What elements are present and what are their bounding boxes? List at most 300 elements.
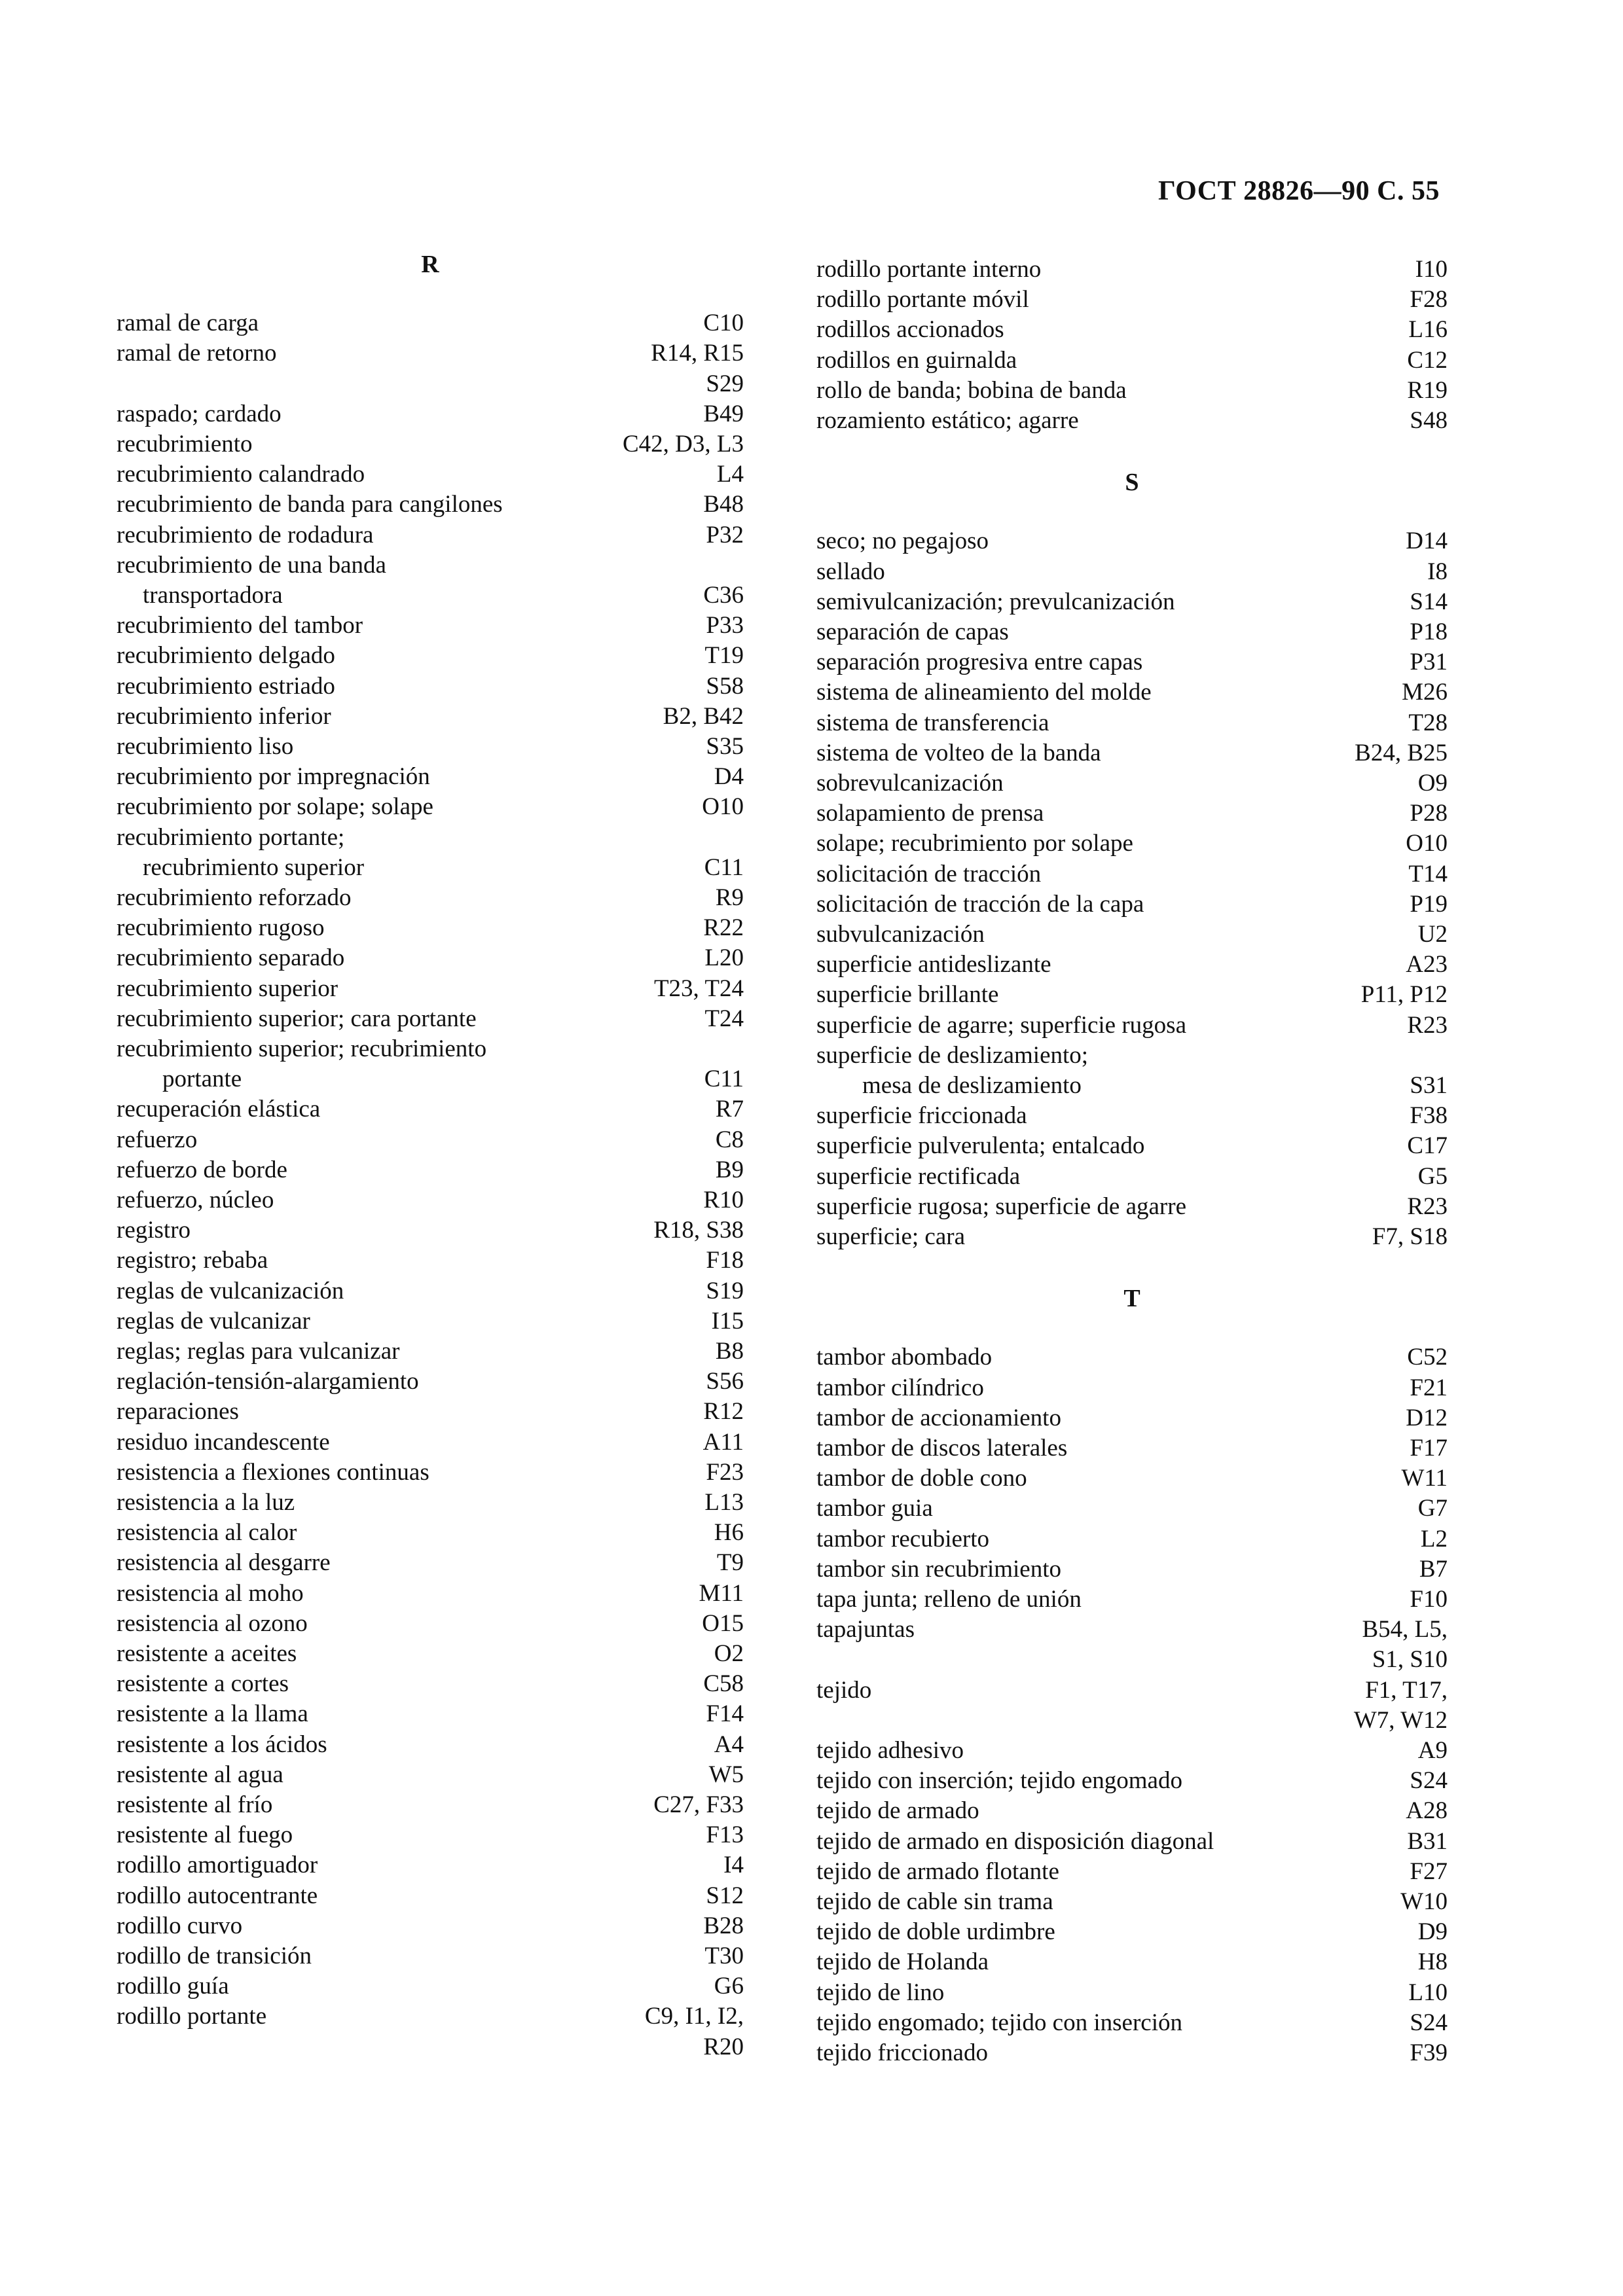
- entry-term: reglación-tensión-alargamiento: [117, 1368, 419, 1395]
- entry-term: semivulcanización; prevulcanización: [816, 588, 1175, 615]
- entry-term: raspado; cardado: [117, 400, 282, 427]
- entry-reference: P31: [1410, 649, 1448, 676]
- entry-reference: L20: [704, 944, 744, 972]
- entry-reference: T19: [704, 642, 744, 670]
- entry-term: tejido de cable sin trama: [816, 1888, 1053, 1915]
- entry-reference: D4: [714, 763, 744, 791]
- index-entry: [117, 1155, 744, 1185]
- entry-term: rodillo portante interno: [816, 256, 1042, 283]
- index-entry: [117, 1881, 744, 1911]
- entry-term: resistencia al ozono: [117, 1609, 308, 1637]
- entry-term: superficie; cara: [816, 1223, 965, 1250]
- entry-term: resistencia a la luz: [117, 1489, 295, 1516]
- entry-term: resistencia al desgarre: [117, 1549, 331, 1577]
- entry-term: registro; rebaba: [117, 1247, 268, 1274]
- entry-reference: F38: [1410, 1102, 1448, 1130]
- index-entry: [816, 1585, 1448, 1615]
- entry-term: resistente a cortes: [117, 1670, 289, 1698]
- entry-term: tambor de discos laterales: [816, 1435, 1068, 1462]
- entry-term: recubrimiento portante;: [117, 823, 345, 851]
- entry-term: mesa de deslizamiento: [862, 1072, 1082, 1099]
- entry-reference: I15: [711, 1307, 744, 1335]
- entry-term: superficie friccionada: [816, 1102, 1027, 1130]
- entry-term: rodillo portante móvil: [816, 286, 1029, 314]
- index-entry: [816, 1071, 1448, 1101]
- entry-reference: C10: [703, 310, 744, 337]
- entry-reference: B28: [703, 1912, 744, 1939]
- index-entry: [816, 738, 1448, 768]
- index-entry: [117, 974, 744, 1004]
- index-entry: [117, 1125, 744, 1155]
- entry-term: tambor de doble cono: [816, 1465, 1027, 1492]
- index-entry: [816, 1011, 1448, 1041]
- entry-term: tejido friccionado: [816, 2039, 988, 2066]
- entry-reference: M26: [1402, 679, 1448, 706]
- entry-term: tapa junta; relleno de unión: [816, 1586, 1082, 1613]
- index-entry: [816, 677, 1448, 708]
- index-entry: [117, 2032, 744, 2062]
- index-entry: [816, 1736, 1448, 1766]
- index-entry: [816, 1131, 1448, 1161]
- entry-term: tejido de lino: [816, 1979, 945, 2006]
- entry-reference: P18: [1410, 619, 1448, 645]
- entry-term: tejido adhesivo: [816, 1737, 964, 1764]
- entry-term: separación progresiva entre capas: [816, 649, 1143, 676]
- index-entry: [117, 1306, 744, 1336]
- index-entry: [816, 1494, 1448, 1524]
- entry-term: solape; recubrimiento por solape: [816, 830, 1133, 857]
- index-entry: [117, 1760, 744, 1790]
- index-entry: [117, 1488, 744, 1518]
- entry-reference: B54, L5,: [1362, 1616, 1448, 1643]
- index-entry: [117, 520, 744, 550]
- entry-reference: P28: [1410, 800, 1448, 827]
- entry-term: tapajuntas: [816, 1616, 915, 1643]
- entry-term: tejido engomado; tejido con inserción: [816, 2009, 1182, 2036]
- entry-term: solapamiento de prensa: [816, 800, 1044, 827]
- entry-reference: C27, F33: [653, 1791, 744, 1818]
- entry-reference: B8: [715, 1338, 744, 1365]
- entry-reference: G6: [714, 1973, 744, 2000]
- entry-term: recubrimiento de rodadura: [117, 521, 374, 548]
- entry-term: sobrevulcanización: [816, 770, 1004, 797]
- index-entry: [117, 732, 744, 762]
- index-entry: [117, 399, 744, 429]
- index-entry: [117, 1850, 744, 1880]
- index-entry: [816, 889, 1448, 920]
- index-entry: [117, 1215, 744, 1246]
- index-entry: [816, 1463, 1448, 1494]
- index-entry: [816, 557, 1448, 587]
- index-entry: [816, 1162, 1448, 1192]
- index-entry: [117, 1458, 744, 1488]
- index-entry: [816, 587, 1448, 617]
- entry-reference: D14: [1406, 528, 1448, 555]
- entry-reference: L13: [704, 1489, 744, 1516]
- entry-term: rodillos en guirnalda: [816, 346, 1017, 374]
- entry-reference: C11: [704, 1066, 744, 1093]
- entry-term: recubrimiento por impregnación: [117, 763, 430, 791]
- entry-term: tambor recubierto: [816, 1525, 990, 1552]
- entry-term: transportadora: [143, 582, 283, 609]
- index-entry: [816, 2038, 1448, 2068]
- entry-term: recubrimiento separado: [117, 944, 345, 972]
- entry-reference: F18: [706, 1247, 744, 1274]
- entry-reference: A4: [714, 1731, 744, 1758]
- entry-reference: S58: [706, 672, 744, 700]
- entry-reference: C36: [703, 582, 744, 609]
- entry-reference: C42, D3, L3: [623, 431, 744, 457]
- entry-term: tejido de Holanda: [816, 1948, 989, 1976]
- entry-term: recubrimiento: [117, 431, 253, 457]
- entry-term: solicitación de tracción: [816, 860, 1042, 888]
- entry-reference: S35: [706, 733, 744, 760]
- entry-term: rodillos accionados: [816, 316, 1004, 344]
- entry-reference: B7: [1419, 1555, 1448, 1583]
- entry-term: registro: [117, 1217, 191, 1244]
- entry-term: recuperación elástica: [117, 1096, 321, 1123]
- entry-term: tambor abombado: [816, 1344, 993, 1371]
- entry-reference: C8: [715, 1126, 744, 1153]
- entry-term: reparaciones: [117, 1398, 239, 1426]
- entry-term: reglas; reglas para vulcanizar: [117, 1338, 400, 1365]
- index-entry: [816, 1676, 1448, 1706]
- index-entry: [117, 1609, 744, 1639]
- index-entry: [117, 338, 744, 368]
- entry-term: reglas de vulcanización: [117, 1277, 344, 1304]
- entry-reference: C17: [1407, 1132, 1448, 1160]
- entry-reference: F23: [706, 1458, 744, 1486]
- entry-term: tambor sin recubrimiento: [816, 1555, 1062, 1583]
- entry-term: recubrimiento estriado: [117, 672, 335, 700]
- index-entry: [816, 768, 1448, 798]
- index-entry: [816, 1222, 1448, 1252]
- entry-reference: B31: [1407, 1827, 1448, 1855]
- entry-term: recubrimiento del tambor: [117, 612, 363, 639]
- index-entry: [117, 1397, 744, 1427]
- entry-reference: A9: [1417, 1737, 1448, 1764]
- entry-term: resistente a aceites: [117, 1640, 297, 1667]
- entry-reference: S19: [706, 1277, 744, 1304]
- index-entry: [117, 369, 744, 399]
- entry-reference: O2: [714, 1640, 744, 1667]
- entry-reference: S24: [1410, 1767, 1448, 1795]
- index-entry: [816, 1342, 1448, 1372]
- entry-term: recubrimiento superior; recubrimiento: [117, 1035, 487, 1062]
- index-entry: [816, 920, 1448, 950]
- entry-reference: B48: [703, 491, 744, 518]
- entry-term: rodillo guía: [117, 1973, 229, 2000]
- entry-reference: O10: [702, 793, 744, 821]
- entry-term: seco; no pegajoso: [816, 528, 989, 555]
- index-entry: [117, 762, 744, 792]
- index-entry: [117, 1730, 744, 1760]
- index-entry: [816, 1766, 1448, 1796]
- entry-reference: T14: [1408, 860, 1448, 888]
- entry-term: rodillo curvo: [117, 1912, 243, 1939]
- entry-reference: R12: [703, 1398, 744, 1426]
- entry-reference: F7, S18: [1372, 1223, 1448, 1250]
- entry-term: recubrimiento liso: [117, 733, 294, 760]
- entry-term: portante: [162, 1066, 242, 1093]
- entry-term: rodillo portante: [117, 2003, 267, 2030]
- entry-term: superficie brillante: [816, 981, 999, 1009]
- entry-reference: D9: [1417, 1918, 1448, 1946]
- entry-reference: P33: [706, 612, 744, 639]
- entry-reference: S48: [1410, 407, 1448, 434]
- entry-reference: W11: [1401, 1465, 1448, 1492]
- index-entry: [816, 980, 1448, 1010]
- entry-term: reglas de vulcanizar: [117, 1307, 310, 1335]
- entry-reference: T23, T24: [653, 975, 744, 1002]
- page-header: ГОСТ 28826—90 С. 55: [1158, 176, 1440, 206]
- entry-reference: R23: [1407, 1011, 1448, 1039]
- entry-term: rollo de banda; bobina de banda: [816, 376, 1127, 404]
- entry-reference: C9, I1, I2,: [644, 2003, 744, 2030]
- entry-term: sistema de transferencia: [816, 709, 1049, 736]
- index-entry: [117, 1669, 744, 1699]
- index-entry: [816, 1524, 1448, 1554]
- index-entry: [816, 1101, 1448, 1131]
- entry-term: separación de capas: [816, 619, 1009, 645]
- entry-reference: T24: [704, 1005, 744, 1032]
- entry-reference: U2: [1417, 921, 1448, 948]
- entry-term: resistencia a flexiones continuas: [117, 1458, 429, 1486]
- entry-reference: R18, S38: [653, 1217, 744, 1244]
- entry-reference: S14: [1410, 588, 1448, 615]
- index-entry: [816, 2008, 1448, 2038]
- index-entry: [117, 1790, 744, 1820]
- index-entry: [816, 950, 1448, 980]
- entry-reference: F27: [1410, 1857, 1448, 1885]
- entry-term: superficie de agarre; superficie rugosa: [816, 1011, 1186, 1039]
- index-entry: [117, 581, 744, 611]
- entry-reference: R19: [1407, 376, 1448, 404]
- index-entry: [816, 708, 1448, 738]
- index-entry: [117, 459, 744, 490]
- entry-term: ramal de retorno: [117, 340, 277, 367]
- entry-reference: F14: [706, 1700, 744, 1728]
- entry-reference: R22: [703, 914, 744, 942]
- entry-term: sistema de alineamiento del molde: [816, 679, 1152, 706]
- entry-term: recubrimiento rugoso: [117, 914, 325, 942]
- entry-reference: B2, B42: [663, 702, 744, 730]
- index-entry: [117, 883, 744, 913]
- entry-reference: L2: [1420, 1525, 1448, 1552]
- entry-reference: I10: [1415, 256, 1448, 283]
- index-entry: [117, 1246, 744, 1276]
- entry-term: recubrimiento reforzado: [117, 884, 352, 911]
- entry-reference: H6: [714, 1519, 744, 1547]
- entry-reference: I8: [1427, 558, 1448, 585]
- index-entry: [816, 346, 1448, 376]
- index-entry: [117, 1094, 744, 1124]
- entry-term: rodillo autocentrante: [117, 1882, 318, 1909]
- entry-term: tejido con inserción; tejido engomado: [816, 1767, 1182, 1795]
- entry-term: sellado: [816, 558, 885, 585]
- entry-reference: B9: [715, 1156, 744, 1183]
- index-entry: [117, 1911, 744, 1941]
- index-entry: [117, 1548, 744, 1578]
- index-entry: [816, 1827, 1448, 1857]
- index-entry: [117, 1518, 744, 1548]
- entry-reference: R14, R15: [651, 340, 744, 367]
- entry-term: refuerzo: [117, 1126, 198, 1153]
- entry-reference: F39: [1410, 2039, 1448, 2066]
- entry-term: rozamiento estático; agarre: [816, 407, 1079, 434]
- index-entry: [816, 829, 1448, 859]
- entry-reference: F17: [1410, 1435, 1448, 1462]
- entry-reference: C52: [1407, 1344, 1448, 1371]
- index-entry: [117, 943, 744, 973]
- index-entry: [816, 798, 1448, 829]
- index-entry: [117, 1336, 744, 1367]
- section-heading-s: S: [1125, 469, 1139, 497]
- index-entry: [117, 1367, 744, 1397]
- index-entry: [117, 1064, 744, 1094]
- entry-term: refuerzo de borde: [117, 1156, 287, 1183]
- index-entry: [117, 1971, 744, 2001]
- index-entry: [816, 1041, 1448, 1071]
- index-entry: [816, 1554, 1448, 1585]
- index-entry: [117, 611, 744, 641]
- index-entry: [117, 1185, 744, 1215]
- index-entry: [816, 1645, 1448, 1675]
- entry-reference: W5: [708, 1761, 744, 1788]
- entry-reference: O10: [1406, 830, 1448, 857]
- entry-reference: G5: [1417, 1162, 1448, 1190]
- index-entry: [816, 406, 1448, 436]
- entry-term: resistencia al moho: [117, 1579, 304, 1607]
- entry-term: resistente al agua: [117, 1761, 283, 1788]
- entry-reference: F13: [706, 1821, 744, 1849]
- index-entry: [117, 1579, 744, 1609]
- entry-reference: R20: [703, 2033, 744, 2060]
- entry-term: solicitación de tracción de la capa: [816, 890, 1144, 918]
- entry-reference: P11, P12: [1360, 981, 1448, 1009]
- entry-reference: S12: [706, 1882, 744, 1909]
- entry-reference: R10: [703, 1187, 744, 1213]
- entry-term: recubrimiento delgado: [117, 642, 335, 670]
- entry-reference: W10: [1400, 1888, 1448, 1915]
- entry-term: recubrimiento calandrado: [117, 461, 365, 488]
- entry-term: rodillo amortiguador: [117, 1852, 318, 1879]
- index-entry: [816, 1947, 1448, 1977]
- entry-term: recubrimiento superior: [143, 853, 365, 881]
- index-entry: [117, 1034, 744, 1064]
- entry-reference: G7: [1417, 1495, 1448, 1522]
- index-entry: [816, 1857, 1448, 1887]
- index-entry: [816, 1887, 1448, 1917]
- entry-term: tejido de armado flotante: [816, 1857, 1059, 1885]
- index-entry: [117, 792, 744, 822]
- index-entry: [816, 1373, 1448, 1403]
- entry-term: rodillo de transición: [117, 1943, 312, 1969]
- entry-term: recubrimiento de banda para cangilones: [117, 491, 503, 518]
- index-entry: [816, 1978, 1448, 2008]
- entry-term: resistente al frío: [117, 1791, 273, 1818]
- entry-reference: S24: [1410, 2009, 1448, 2036]
- index-entry: [117, 1699, 744, 1729]
- entry-reference: S56: [706, 1368, 744, 1395]
- entry-term: tambor guia: [816, 1495, 933, 1522]
- section-heading-r: R: [421, 251, 439, 278]
- index-entry: [117, 1820, 744, 1850]
- entry-reference: A23: [1406, 951, 1448, 978]
- index-entry: [816, 1433, 1448, 1463]
- entry-term: superficie antideslizante: [816, 951, 1051, 978]
- entry-term: refuerzo, núcleo: [117, 1187, 274, 1213]
- index-entry: [117, 1427, 744, 1458]
- index-entry: [117, 1276, 744, 1306]
- entry-reference: C58: [703, 1670, 744, 1698]
- entry-reference: D12: [1406, 1404, 1448, 1431]
- index-entry: [816, 1796, 1448, 1826]
- entry-term: superficie rugosa; superficie de agarre: [816, 1193, 1186, 1220]
- index-entry: [816, 647, 1448, 677]
- entry-term: recubrimiento por solape; solape: [117, 793, 433, 821]
- index-entry: [117, 490, 744, 520]
- entry-term: tejido: [816, 1676, 872, 1704]
- entry-term: subvulcanización: [816, 921, 985, 948]
- index-entry: [816, 1403, 1448, 1433]
- entry-reference: T28: [1408, 709, 1448, 736]
- entry-reference: R7: [715, 1096, 744, 1123]
- entry-reference: O15: [702, 1609, 744, 1637]
- entry-reference: T30: [704, 1943, 744, 1969]
- entry-term: ramal de carga: [117, 310, 259, 337]
- entry-reference: S31: [1410, 1072, 1448, 1099]
- entry-reference: L16: [1408, 316, 1448, 344]
- entry-term: superficie pulverulenta; entalcado: [816, 1132, 1145, 1160]
- index-entry: [816, 526, 1448, 556]
- entry-term: recubrimiento superior; cara portante: [117, 1005, 477, 1032]
- entry-reference: S29: [706, 370, 744, 397]
- entry-reference: B49: [703, 400, 744, 427]
- index-entry: [816, 859, 1448, 889]
- entry-term: recubrimiento superior: [117, 975, 338, 1002]
- index-entry: [816, 617, 1448, 647]
- entry-reference: A11: [702, 1428, 744, 1456]
- entry-reference: A28: [1406, 1797, 1448, 1825]
- index-entry: [816, 285, 1448, 315]
- entry-reference: M11: [699, 1579, 744, 1607]
- entry-reference: I4: [723, 1852, 744, 1879]
- index-entry: [117, 550, 744, 581]
- entry-term: resistencia al calor: [117, 1519, 297, 1547]
- entry-reference: C11: [704, 853, 744, 881]
- entry-reference: C12: [1407, 346, 1448, 374]
- index-entry: [816, 1615, 1448, 1645]
- index-entry: [816, 376, 1448, 406]
- entry-reference: F10: [1410, 1586, 1448, 1613]
- index-entry: [117, 1639, 744, 1669]
- entry-term: tejido de armado en disposición diagonal: [816, 1827, 1214, 1855]
- entry-reference: W7, W12: [1353, 1706, 1448, 1734]
- entry-term: tambor cilíndrico: [816, 1374, 984, 1401]
- entry-term: resistente a los ácidos: [117, 1731, 327, 1758]
- entry-term: tejido de doble urdimbre: [816, 1918, 1055, 1946]
- entry-reference: O9: [1417, 770, 1448, 797]
- index-entry: [117, 913, 744, 943]
- index-entry: [117, 823, 744, 853]
- entry-reference: T9: [716, 1549, 744, 1577]
- index-entry: [816, 1192, 1448, 1222]
- entry-reference: F21: [1410, 1374, 1448, 1401]
- index-entry: [117, 672, 744, 702]
- entry-reference: H8: [1417, 1948, 1448, 1976]
- entry-term: resistente a la llama: [117, 1700, 308, 1728]
